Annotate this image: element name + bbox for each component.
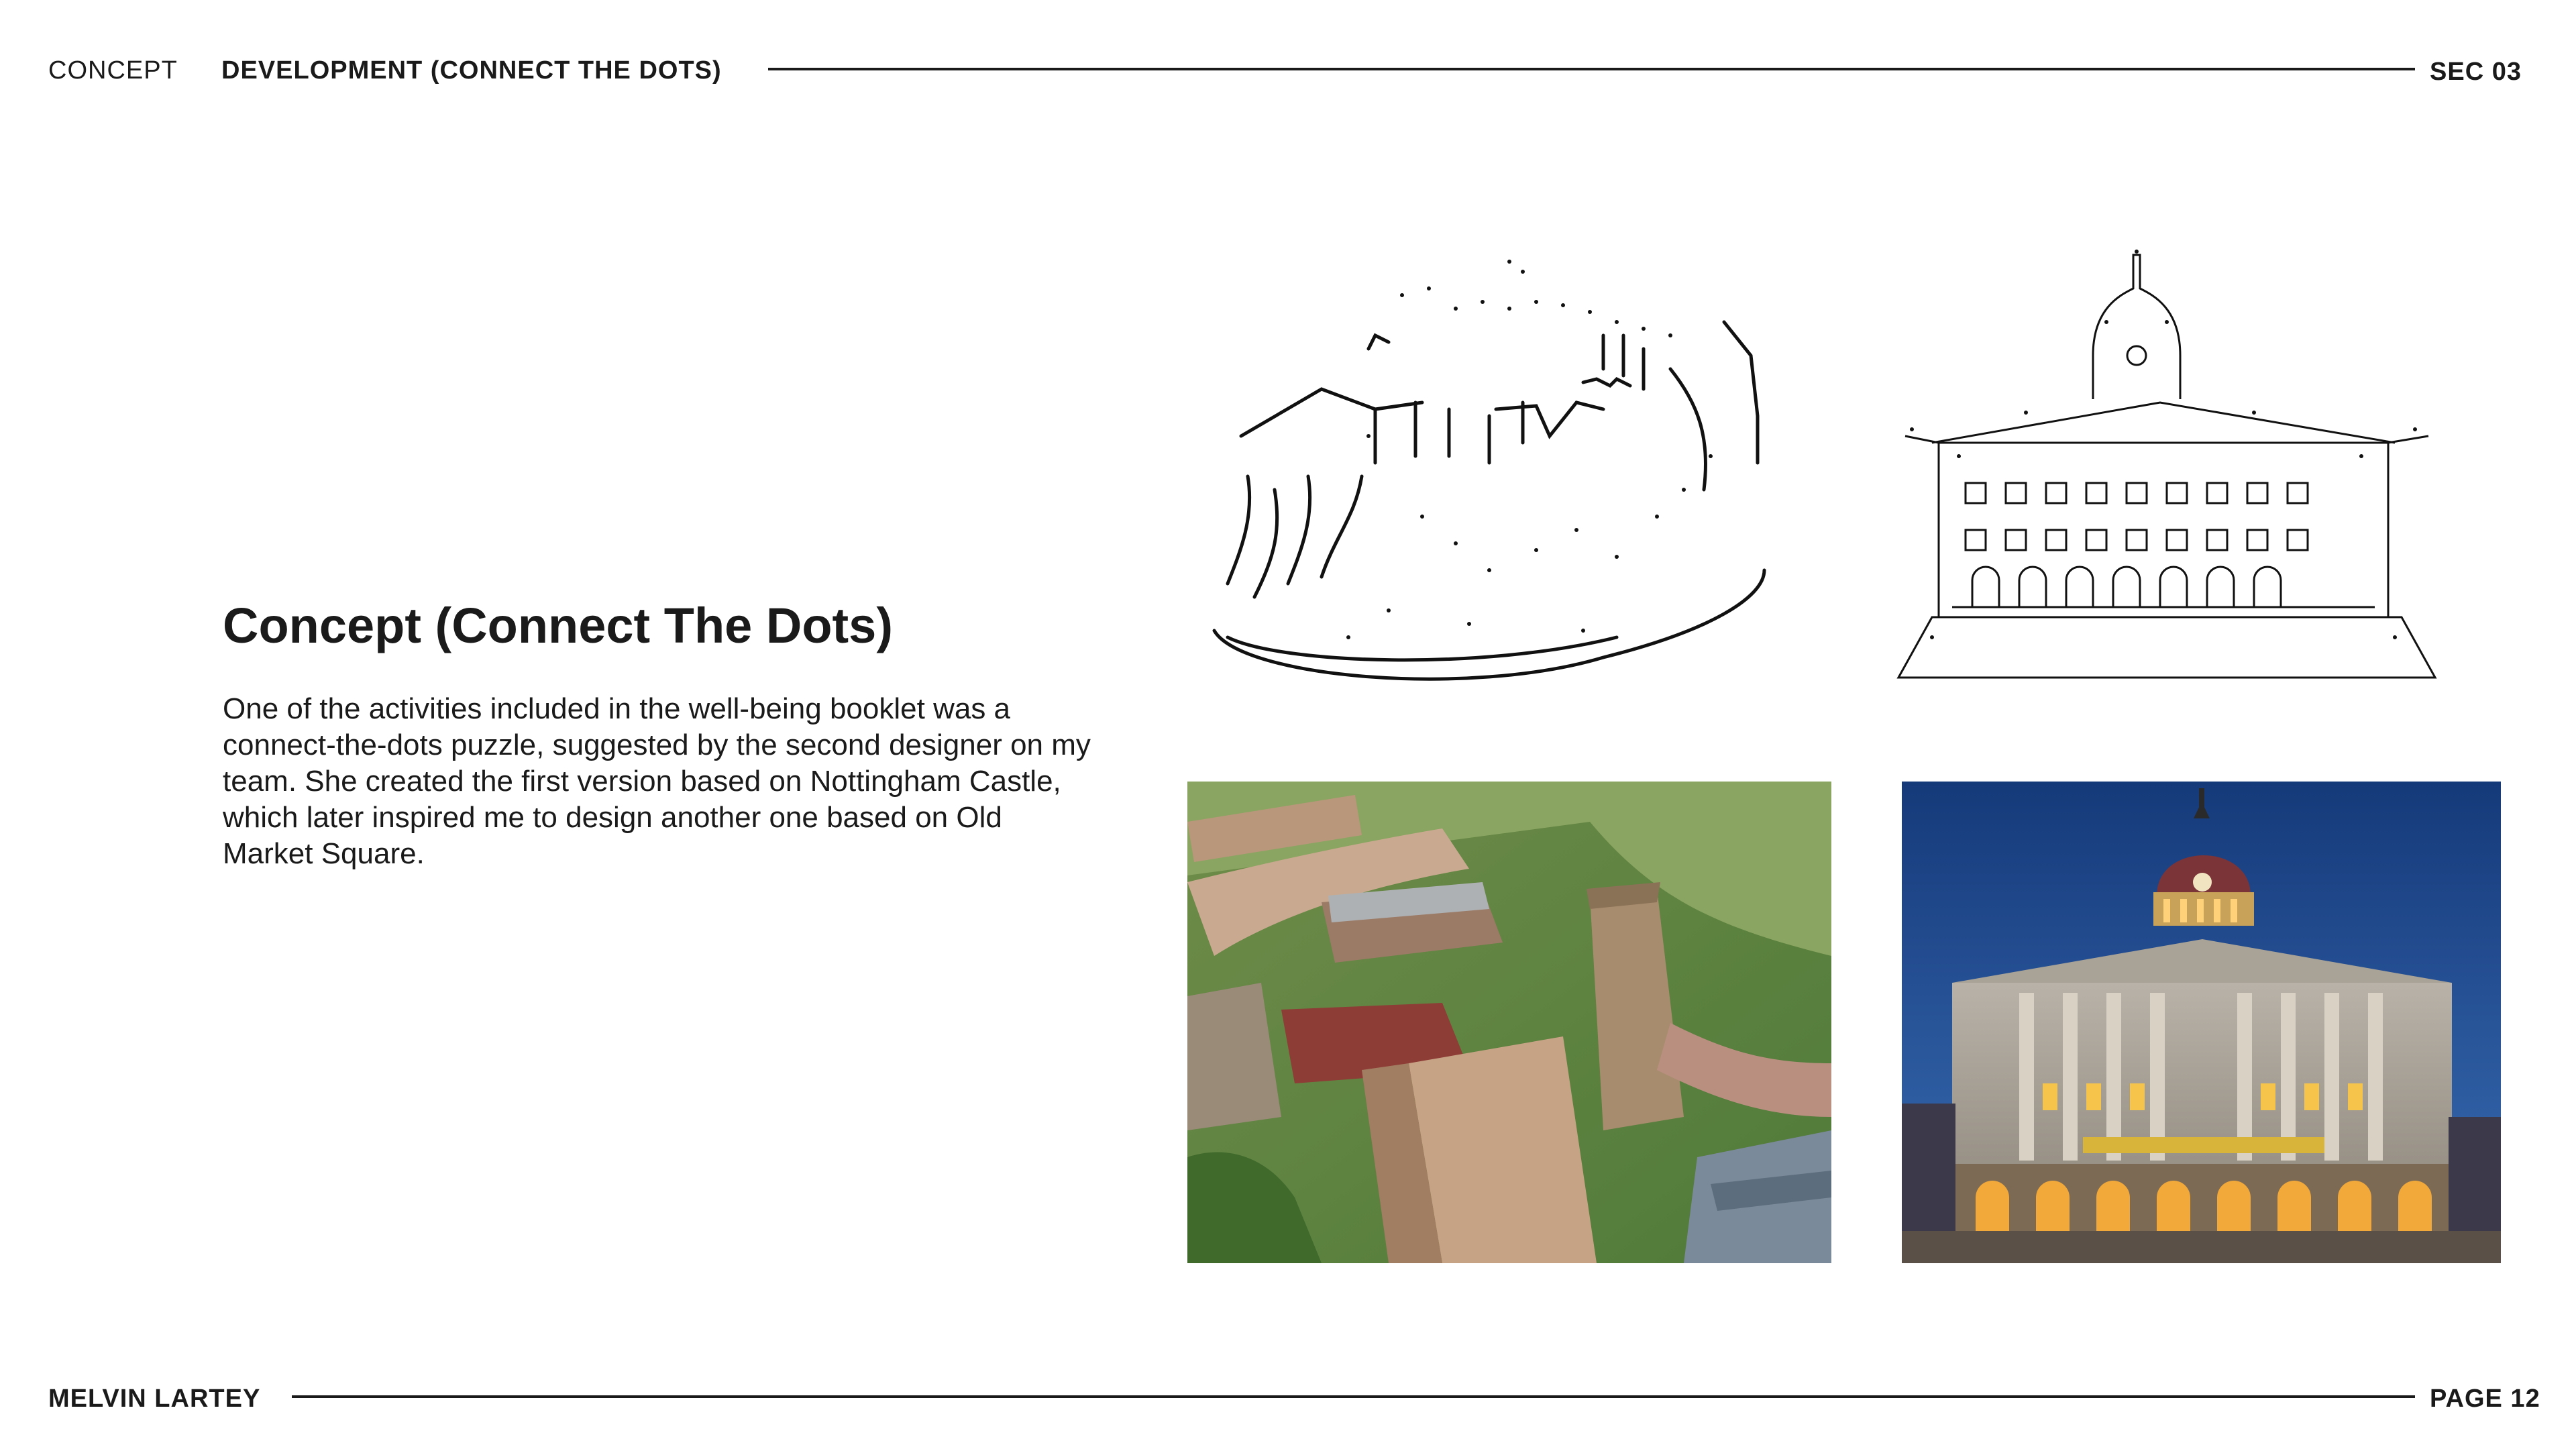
footer-rule: [292, 1395, 2415, 1398]
castle-model-photo: [1187, 782, 1831, 1263]
page-title: Concept (Connect The Dots): [223, 598, 893, 653]
author-name: MELVIN LARTEY: [48, 1385, 261, 1413]
section-label: CONCEPT: [48, 56, 178, 85]
section-number: SEC 03: [2430, 58, 2522, 86]
council-house-photo: [1902, 782, 2501, 1263]
page-number: PAGE 12: [2430, 1385, 2540, 1413]
body-paragraph: One of the activities included in the well-being booklet was a connect-the-dots puzzle, suggested by the second designer on my team. She created the first version based on Nottingham Castle, which later inspired me to design another one based on Old Market Square.: [223, 692, 1091, 870]
header-rule: [768, 68, 2415, 70]
castle-dot-puzzle: [1201, 235, 1791, 698]
section-subtitle: DEVELOPMENT (CONNECT THE DOTS): [221, 56, 722, 85]
council-house-dot-puzzle: [1892, 241, 2442, 684]
